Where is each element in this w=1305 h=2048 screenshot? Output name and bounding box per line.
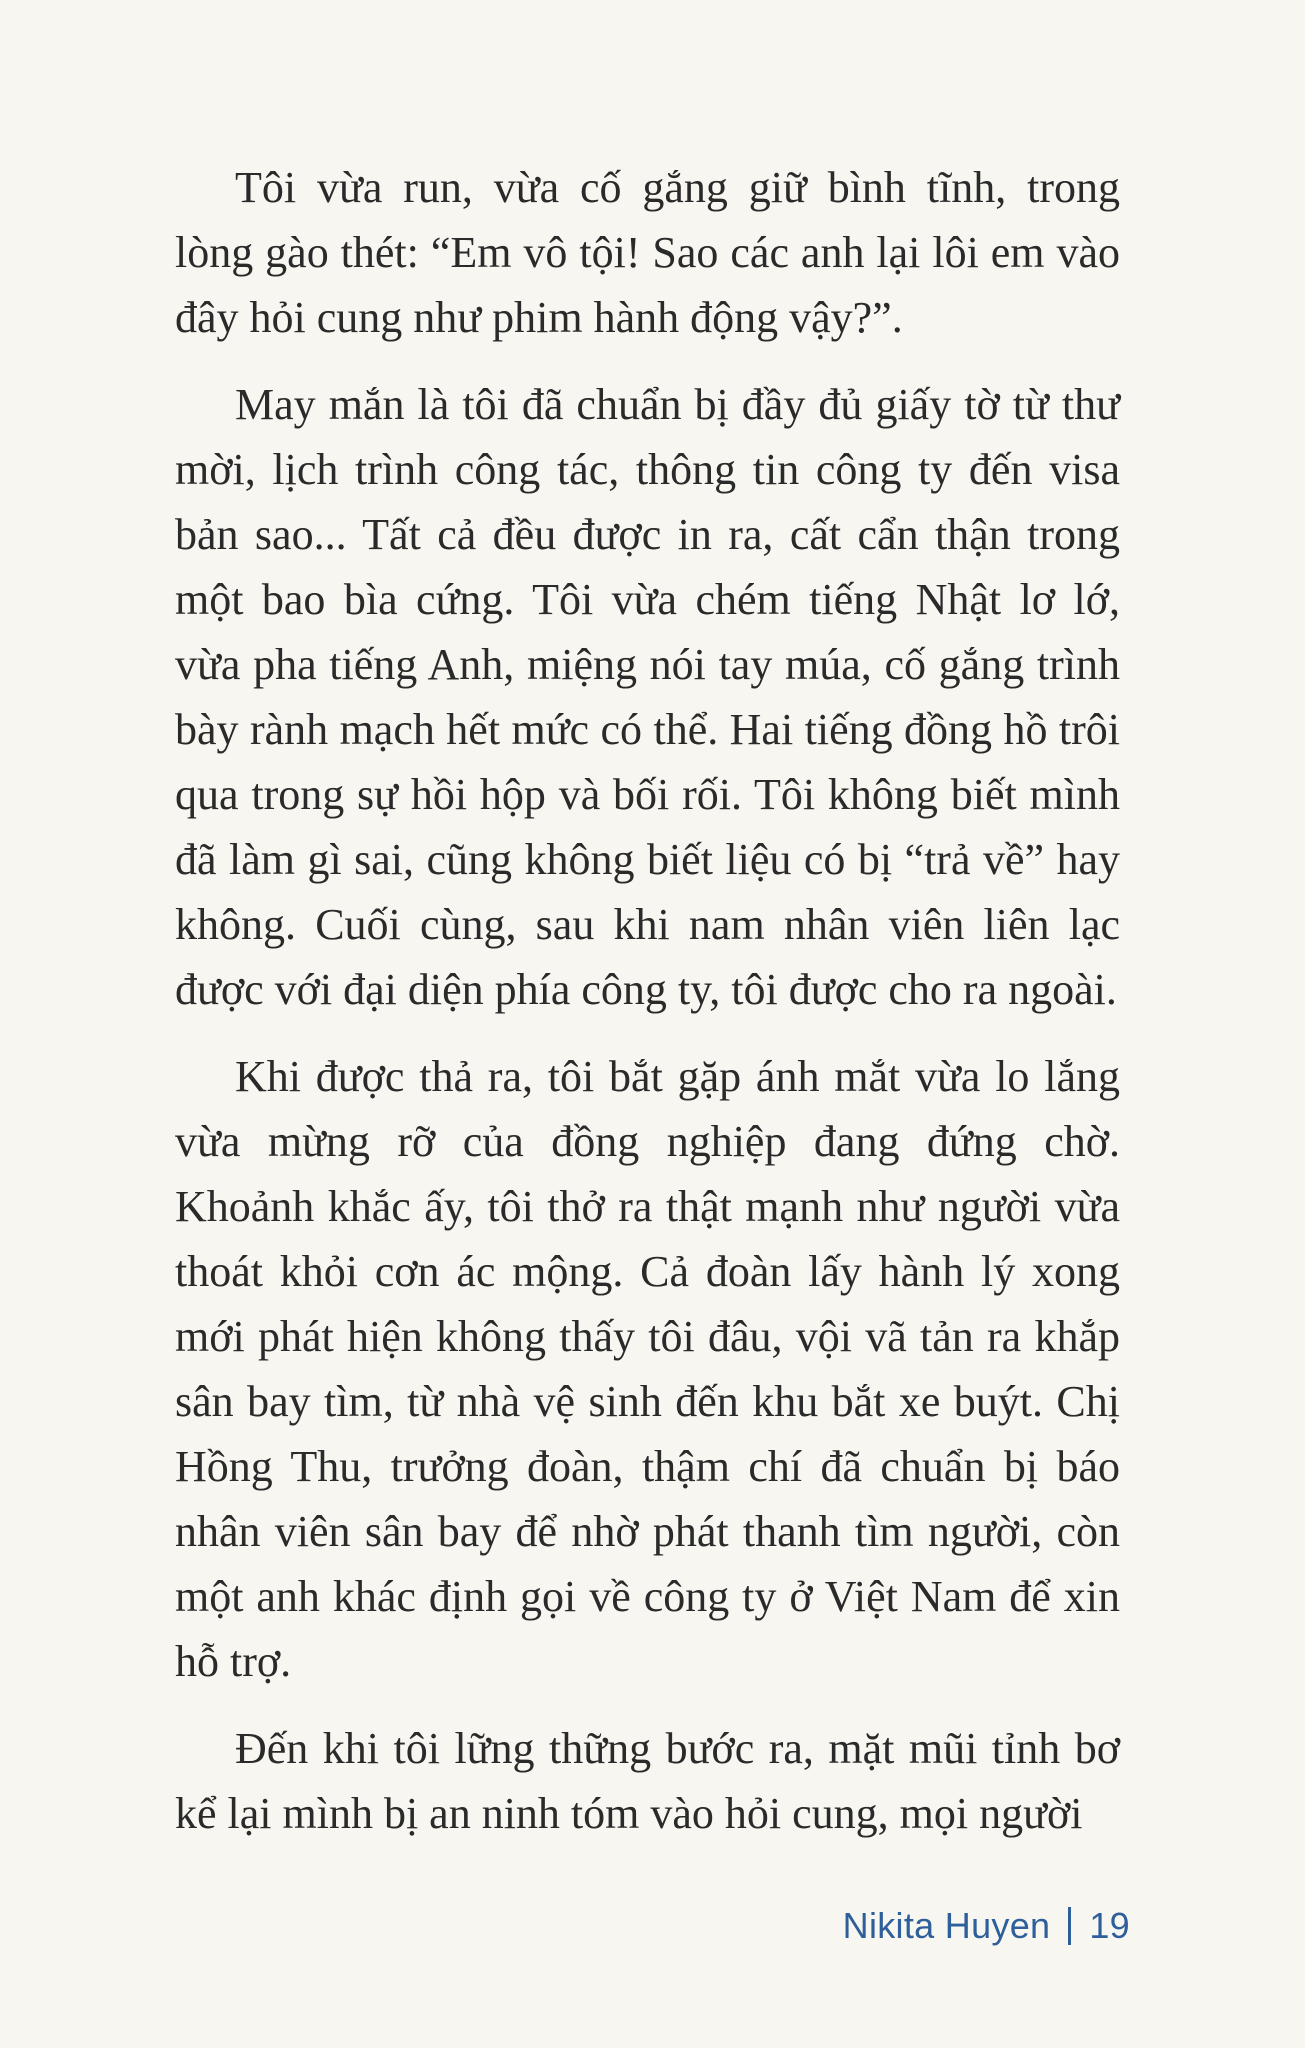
page-number: 19 (1089, 1905, 1130, 1946)
paragraph-1: Tôi vừa run, vừa cố gắng giữ bình tĩnh, trong lòng gào thét: “Em vô tội! Sao các anh lại lôi em vào đây hỏi cung như phim hành động vậy?”. (175, 163, 1120, 342)
page-footer (843, 1905, 1130, 1947)
paragraph-4: Đến khi tôi lững thững bước ra, mặt mũi tỉnh bơ kể lại mình bị an ninh tóm vào hỏi cung, mọi người (175, 1724, 1120, 1838)
author-name: Nikita Huyen (842, 1905, 1051, 1946)
paragraph-2: May mắn là tôi đã chuẩn bị đầy đủ giấy tờ từ thư mời, lịch trình công tác, thông tin công ty đến visa bản sao... Tất cả đều được in ra, cất cẩn thận trong một bao bìa cứng. Tôi vừa chém tiếng Nhật lơ lớ, vừa pha tiếng Anh, miệng nói tay múa, cố gắng trình bày rành mạch hết mức có thể. Hai tiếng đồng hồ trôi qua trong sự hồi hộp và bối rối. Tôi không biết mình đã làm gì sai, cũng không biết liệu có bị “trả về” hay không. Cuối cùng, sau khi nam nhân viên liên lạc được với đại diện phía công ty, tôi được cho ra ngoài. (175, 380, 1120, 1014)
body-text (175, 155, 1120, 1868)
footer-divider (1068, 1907, 1071, 1945)
paragraph-3: Khi được thả ra, tôi bắt gặp ánh mắt vừa lo lắng vừa mừng rỡ của đồng nghiệp đang đứng chờ. Khoảnh khắc ấy, tôi thở ra thật mạnh như người vừa thoát khỏi cơn ác mộng. Cả đoàn lấy hành lý xong mới phát hiện không thấy tôi đâu, vội vã tản ra khắp sân bay tìm, từ nhà vệ sinh đến khu bắt xe buýt. Chị Hồng Thu, trưởng đoàn, thậm chí đã chuẩn bị báo nhân viên sân bay để nhờ phát thanh tìm người, còn một anh khác định gọi về công ty ở Việt Nam để xin hỗ trợ. (175, 1052, 1120, 1686)
